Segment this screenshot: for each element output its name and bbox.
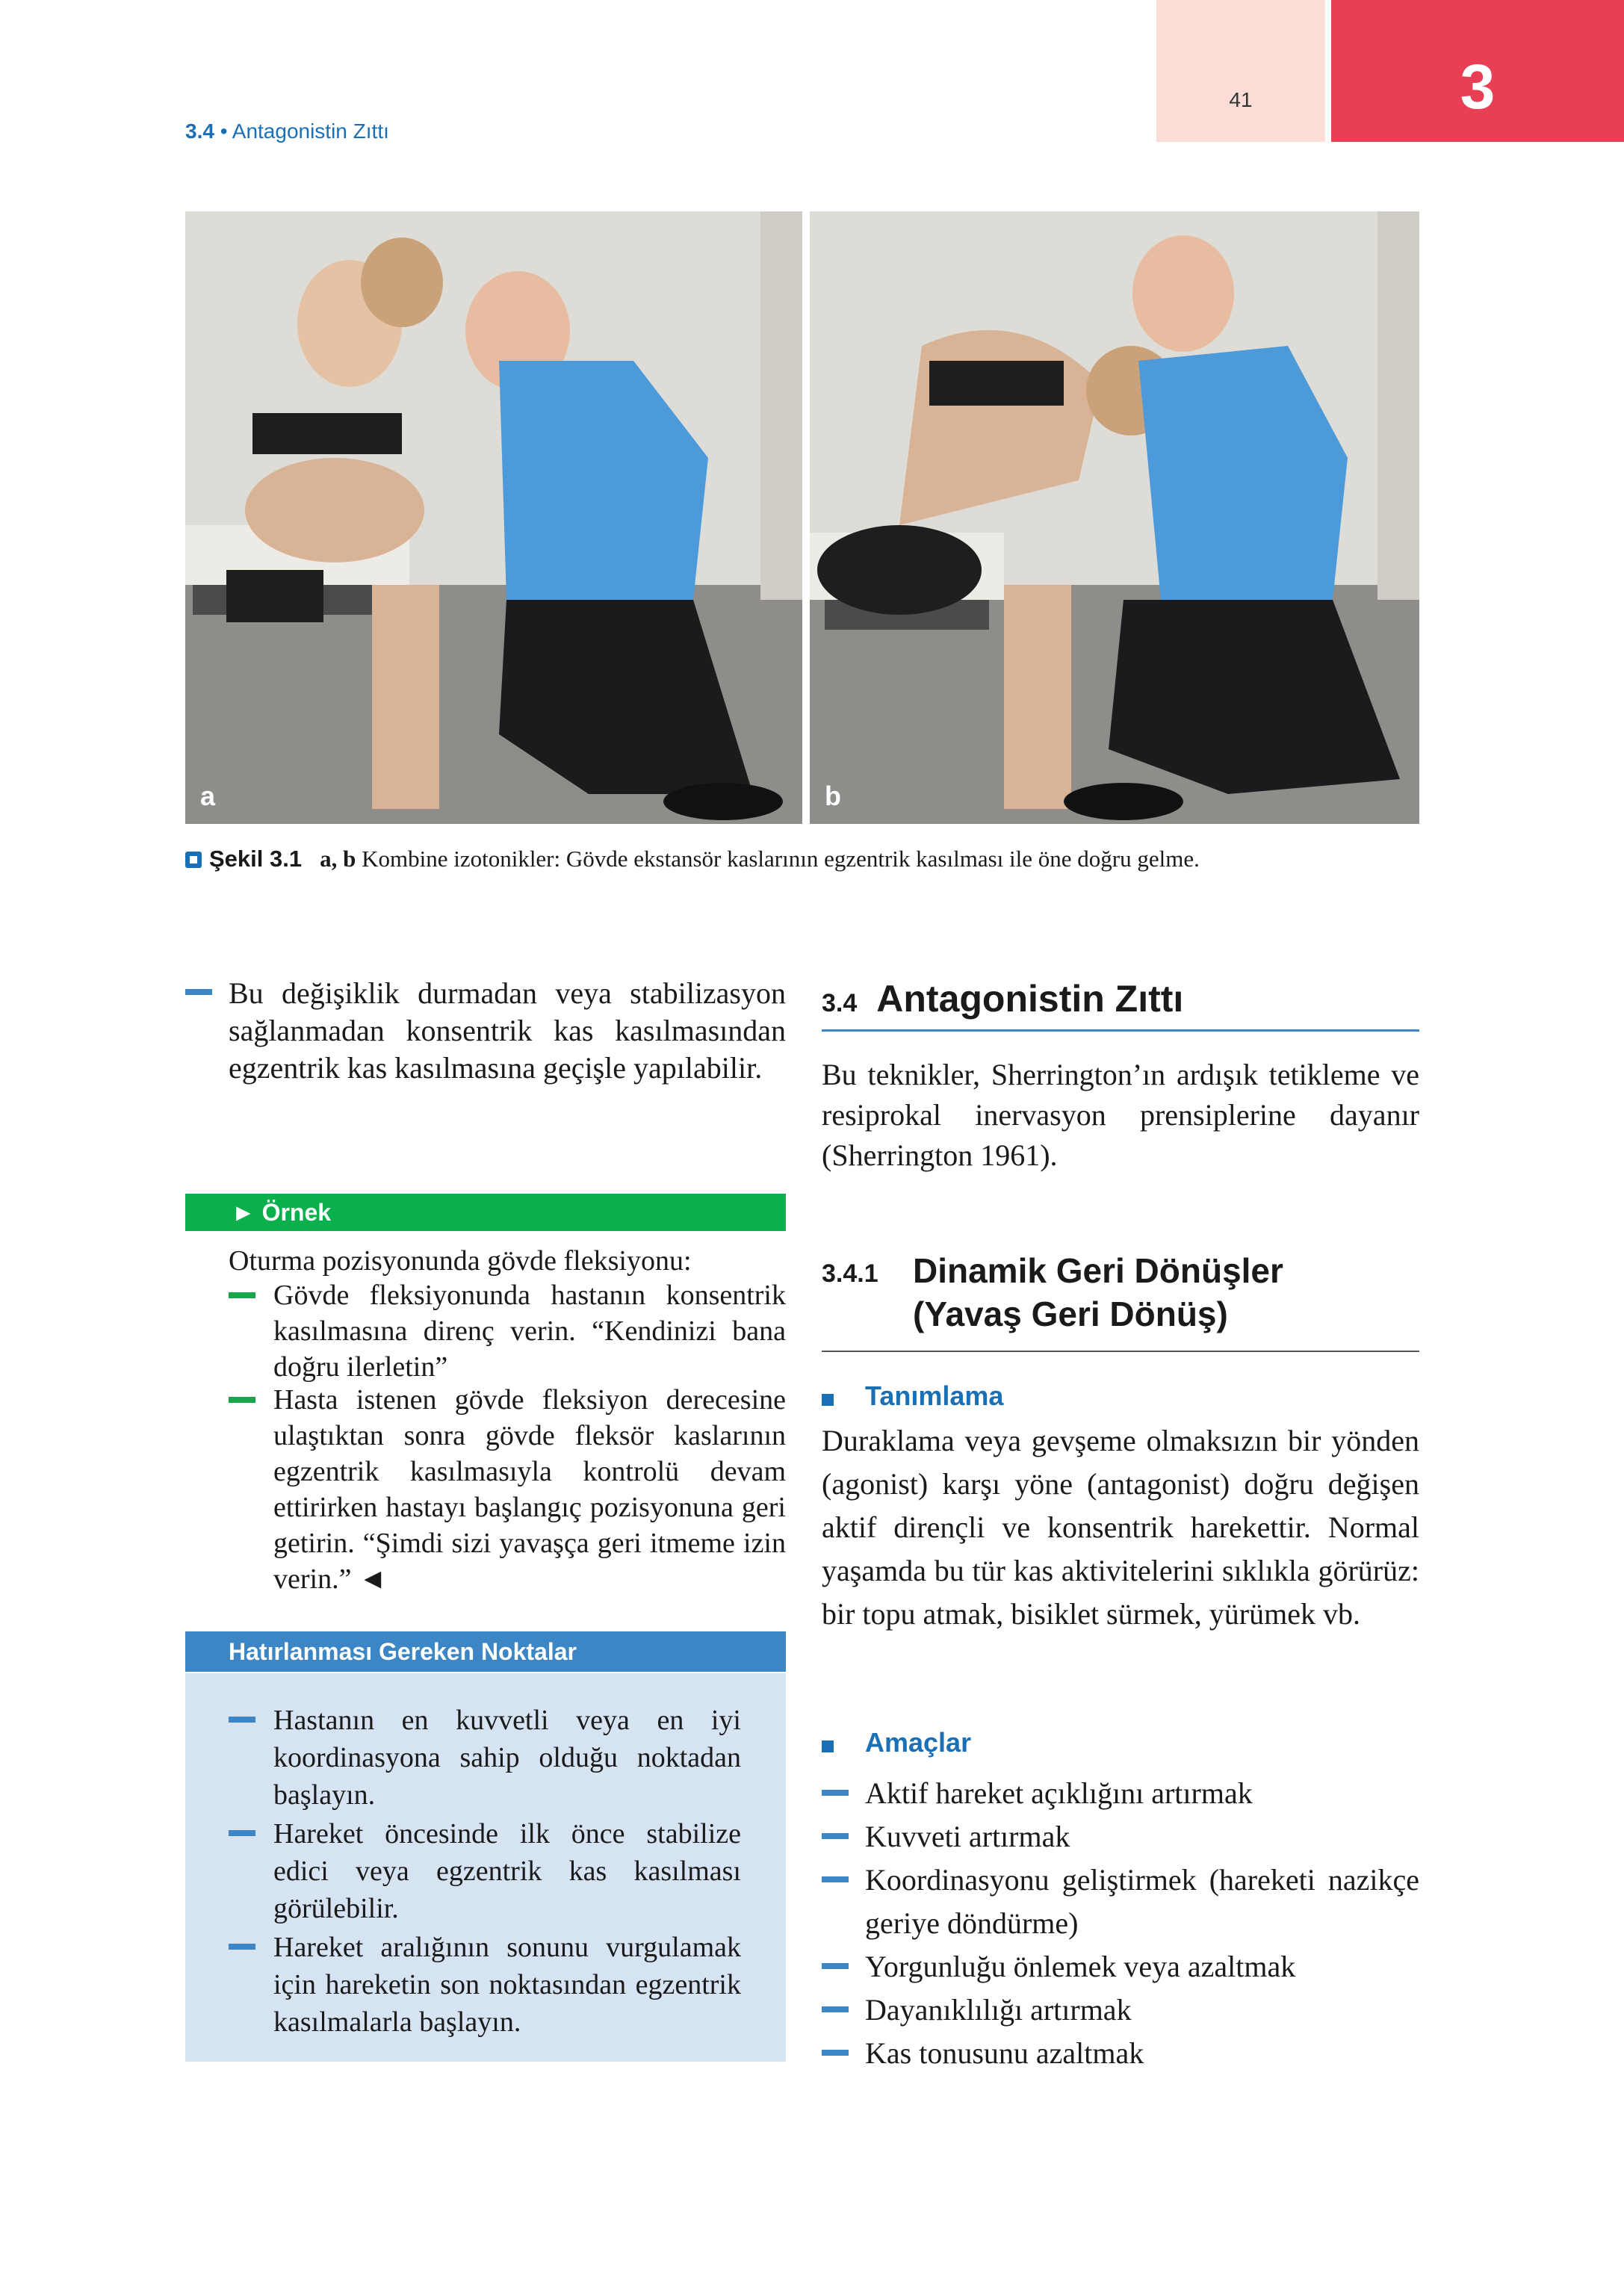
goal-item: Yorgunluğu önlemek veya azaltmak bbox=[865, 1950, 1296, 1983]
bullet-dash-icon bbox=[822, 1790, 849, 1796]
bullet-dash-icon bbox=[822, 2050, 849, 2056]
bullet-dash-icon bbox=[229, 1717, 255, 1723]
subsection-rule bbox=[822, 1351, 1419, 1352]
running-head-title: Antagonistin Zıttı bbox=[232, 120, 389, 143]
goals-label: Amaçlar bbox=[865, 1727, 972, 1758]
bullet-dash-icon bbox=[229, 1830, 255, 1836]
remember-item: Hastanın en kuvvetli veya en iyi koordinasyona sahip olduğu noktadan başlayın. bbox=[273, 1705, 741, 1811]
section-title: Antagonistin Zıttı bbox=[876, 978, 1184, 1020]
goal-item: Kuvveti artırmak bbox=[865, 1820, 1070, 1853]
bullet-dash-icon bbox=[185, 989, 212, 995]
bullet-dash-icon bbox=[229, 1397, 255, 1403]
bullet-dash-icon bbox=[229, 1292, 255, 1298]
example-item: Gövde fleksiyonunda hastanın konsentrik kasılmasına direnç verin. “Kendinizi bana doğru ilerletin” bbox=[273, 1280, 786, 1383]
remember-item: Hareket aralığının sonunu vurgulamak için hareketin son noktasından egzentrik kasılmalarla başlayın. bbox=[273, 1932, 741, 2038]
example-item: Hasta istenen gövde fleksiyon derecesine ulaştıktan sonra gövde fleksör kaslarının egzentrik kasılmasıyla kontrolü devam ettirirken hastayı başlangıç pozisyonuna geri getirin. “Şimdi sizi yavaşça geri itmeme izin verin.” ◄ bbox=[273, 1384, 786, 1595]
figure-caption bbox=[185, 844, 1425, 874]
chapter-number: 3 bbox=[1460, 52, 1496, 122]
bullet-dash-icon bbox=[822, 1963, 849, 1969]
photo-a-illustration bbox=[185, 211, 802, 824]
caption-label: Şekil 3.1 bbox=[209, 846, 303, 872]
remember-title: Hatırlanması Gereken Noktalar bbox=[229, 1638, 577, 1665]
bullet-dash-icon bbox=[822, 1876, 849, 1882]
running-head bbox=[185, 120, 389, 143]
remember-item: Hareket öncesinde ilk önce stabilize edici veya egzentrik kas kasılması görülebilir. bbox=[273, 1818, 741, 1924]
remember-header bbox=[185, 1631, 786, 1672]
example-lead: Oturma pozisyonunda gövde fleksiyonu: bbox=[229, 1245, 692, 1277]
intro-paragraph: Bu değişiklik durmadan veya stabilizasyon sağlanmadan konsentrik kas kasılmasından egzentrik kas kasılmasına geçişle yapılabilir. bbox=[229, 976, 786, 1085]
section-heading bbox=[822, 977, 1419, 1020]
chapter-tab bbox=[1331, 0, 1624, 142]
definition-label: Tanımlama bbox=[865, 1380, 1004, 1411]
subsection-title-line1: Dinamik Geri Dönüşler bbox=[913, 1251, 1283, 1290]
section-number: 3.4 bbox=[822, 989, 858, 1017]
caption-text: Kombine izotonikler: Gövde ekstansör kaslarının egzentrik kasılması ile öne doğru gelme. bbox=[362, 846, 1200, 872]
bullet-dash-icon bbox=[822, 1833, 849, 1839]
goal-item: Dayanıklılığı artırmak bbox=[865, 1993, 1132, 2027]
example-title: ► Örnek bbox=[232, 1199, 332, 1226]
page-number-box bbox=[1156, 0, 1325, 142]
example-header bbox=[185, 1194, 786, 1231]
bullet-dash-icon bbox=[822, 2006, 849, 2012]
page-number: 41 bbox=[1229, 88, 1253, 111]
figure-icon bbox=[185, 852, 202, 868]
running-head-number: 3.4 bbox=[185, 120, 214, 143]
section-rule bbox=[822, 1029, 1419, 1032]
square-bullet-icon bbox=[822, 1394, 834, 1406]
photo-b-illustration bbox=[810, 211, 1419, 824]
subsection-title bbox=[913, 1249, 1421, 1336]
goal-item: Kas tonusunu azaltmak bbox=[865, 2036, 1144, 2070]
definition-paragraph: Duraklama veya gevşeme olmaksızın bir yönden (agonist) karşı yöne (antagonist) doğru değişen aktif dirençli ve konsentrik harekettir. Normal yaşamda bu tür kas aktivitelerini sıklıkla görürüz: bir topu atmak, bisiklet sürmek, yürümek vb. bbox=[822, 1424, 1419, 1631]
goal-item: Aktif hareket açıklığını artırmak bbox=[865, 1776, 1253, 1810]
subsection-title-line2: (Yavaş Geri Dönüş) bbox=[913, 1295, 1228, 1333]
bullet-dash-icon bbox=[229, 1944, 255, 1950]
running-head-separator: • bbox=[214, 120, 232, 143]
figure-photo-b bbox=[810, 211, 1419, 824]
panel-label-b: b bbox=[825, 781, 841, 811]
caption-panels: a, b bbox=[320, 846, 356, 872]
subsection-number: 3.4.1 bbox=[822, 1259, 878, 1288]
square-bullet-icon bbox=[822, 1740, 834, 1752]
figure-photo-a bbox=[185, 211, 802, 824]
panel-label-a: a bbox=[200, 781, 216, 811]
goal-item: Koordinasyonu geliştirmek (hareketi nazikçe geriye döndürme) bbox=[865, 1863, 1419, 1940]
section-paragraph: Bu teknikler, Sherrington’ın ardışık tetikleme ve resiprokal inervasyon prensiplerine dayanır (Sherrington 1961). bbox=[822, 1058, 1419, 1172]
